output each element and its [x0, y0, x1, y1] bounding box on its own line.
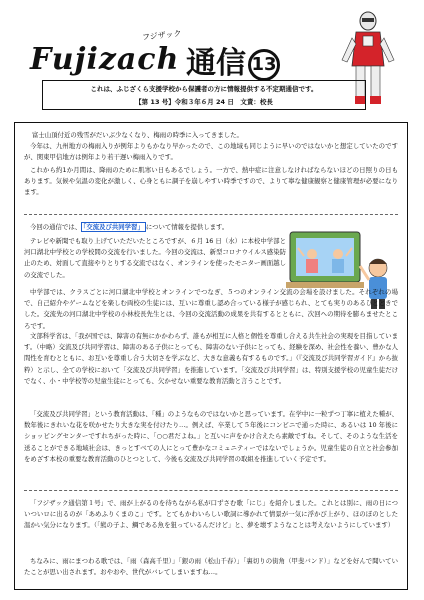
highlight-keyword: 「交流及び共同学習」 — [83, 223, 144, 231]
notice-box — [42, 80, 366, 110]
paragraph-4 — [30, 222, 286, 233]
paragraph-7: 文部科学省は、「我が国では、障害の有無にかかわらず、誰もが相互に人格と個性を尊重し合える共生社会の実現を目指しています。（中略）交流及び共同学習は、障害のある子供にとっても、障害のない子供にとっても、経験を深め、社会性を養い、豊かな人間性を育むとともに、お互いを尊重し合う大切さを学ぶなど、大きな意義も有するものです。」（『交流及び共同学習ガイド』から抜粋）と示し、全ての学校において「交流及び共同学習」を推進しています。「交流及び共同学習」は、特別支援学校の児童生徒だけでなく、小・中学校等の児童生徒にとっても、欠かせない重要な教育活動と言うことです。 — [24, 332, 398, 385]
paragraph-8: 「交流及び共同学習」という教育活動は、「種」のようなものではないかと思っています。在学中に一粒ずつ丁寧に植えた種が、数年後にきれいな花を咲かせたり大きな実を付けたり…。例えば、卒業して５年後にコンビニで通った時に、あるいは 10 年後にショッピングセンターですれちがった時に、「○○君だよね。」と互いに声をかけ合えたら素敵ですね。そして、そのような生活を送ることができる地域社会は、きっとすべての人にとって豊かなコミュニティーではないでしょうか。児童生徒の自立と社会参加をめざす本校の重要な教育活動のひとつとして、今後も交流及び共同学習の取組を推進していく予定です。 — [24, 410, 398, 463]
logo-kana: フジザック — [141, 28, 182, 43]
issue-number-badge: 13 — [248, 49, 280, 81]
section-divider-2 — [24, 490, 398, 491]
logo-latin: Fujizach — [30, 42, 180, 77]
paragraph-3: これから約1か月間は、降雨のために肌寒い日もあるでしょう。一方で、熱中症に注意しなければならないほどの日照りの日もあります。気候や気温の変化が激しく、心身ともに調子を崩しやすい時季ですので、よりて寧な健康観察と健康管理が必要になります。 — [24, 166, 398, 197]
paragraph-5: テレビや新聞でも取り上げていただいたところですが、６月 16 日（水）に本校中学部と河口湖北中学校との学校間の交流を行いました。今回の交流は、新型コロナウイルス感染防止のため、対面して直接やりとりする交流ではなく、オンラインを使ったモニター画面越しの交流でした。 — [24, 237, 286, 279]
paragraph-9: 「フジザック通信第１号」で、雨が上がるのを待ちながら私が口ずさむ歌「にじ」を紹介しました。これとは別に、雨の日についついロに出るのが「あめふりくまのこ」です。とてもかわいらしい歌詞に導かれて情景が一気に浮かび上がり、ほのぼのとした温かい気分になります。（「熊の子よ、鯛である魚を狙っているんだけど」と、夢を壊すようなことは考えないようにしています） — [24, 499, 398, 530]
paragraph-6: 中学部では、クラスごとに河口湖北中学校とオンラインでつなぎ、５つのオンライン交流の会場を設けました。それぞれの場で、自己紹介やゲームなどを楽しむ両校の生徒には、互いに尊重し認め合っている様子が感じられ、とても実りのあるひとときでした。交流先の河口湖北中学校の小林校長先生とは、今回の交流活動の成果を共有するとともに、次回への期待を膨らませたところです。 — [24, 288, 398, 330]
notice-line-1: これは、ふじざくら支援学校から保護者の方に情報提供する不定期通信です。 — [90, 85, 318, 93]
newsletter-title — [186, 38, 280, 82]
p4-text-a: 今回の通信では、 — [30, 223, 82, 231]
paragraph-10: ちなみに、雨にまつわる歌では、「雨（森高千里）」「銀の雨（松山千春）」「裏切りの街角（甲斐バンド）」などを好んで聞いていたことが思い出されます。おやおや、世代がバレてしまいますね…。 — [24, 557, 398, 577]
p4-text-b: について情報を提供します。 — [145, 223, 229, 231]
notice-line-2: 【第 13 号】令和３年６月 24 日 文責：校長 — [135, 98, 273, 106]
paragraph-2: 今年は、九州地方の梅雨入りが例年よりもかなり早かったので、この地域も同じように早いのではないかと想定していたのですが、関東甲信地方は例年より若干遅い梅雨入りです。 — [24, 142, 398, 162]
section-divider — [24, 214, 398, 215]
title-text: 通信 — [186, 46, 246, 81]
paragraph-1: 富士山頂付近の残雪がだいぶ少なくなり、梅雨の時季に入ってきました。 — [32, 131, 243, 139]
